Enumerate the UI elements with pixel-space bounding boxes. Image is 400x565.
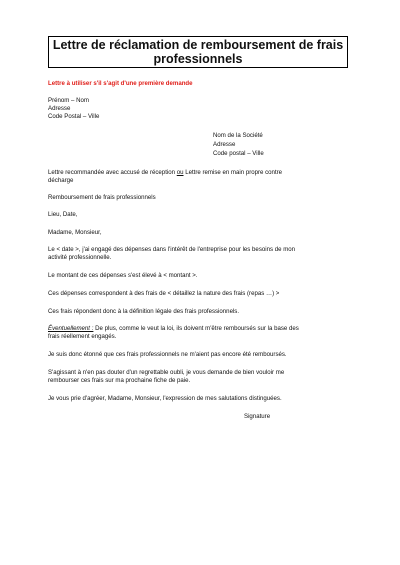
signature: Signature bbox=[244, 413, 271, 420]
document-title bbox=[48, 36, 348, 68]
delivery-or: ou bbox=[176, 169, 184, 176]
recipient-city: Code postal – Ville bbox=[213, 150, 264, 157]
recipient-address: Adresse bbox=[213, 141, 236, 148]
paragraph-5-text: De plus, comme le veut la loi, ils doivent m'être remboursés sur la base des bbox=[93, 325, 299, 332]
sender-city: Code Postal – Ville bbox=[48, 113, 100, 120]
usage-notice: Lettre à utiliser s'il s'agit d'une première demande bbox=[48, 80, 193, 87]
paragraph-5-emphasis: Éventuellement : bbox=[48, 325, 94, 332]
title-line-2: professionnels bbox=[153, 52, 243, 66]
delivery-method bbox=[48, 169, 282, 176]
paragraph-1-line-2: activité professionnelle. bbox=[48, 254, 112, 261]
delivery-text-2: Lettre remise en main propre contre bbox=[183, 169, 283, 176]
sender-address: Adresse bbox=[48, 105, 71, 112]
paragraph-4: Ces frais répondent donc à la définition légale des frais professionnels. bbox=[48, 308, 240, 315]
closing-formula: Je vous prie d'agréer, Madame, Monsieur, l'expression de mes salutations distinguées. bbox=[48, 395, 282, 402]
paragraph-7-line-2: rembourser ces frais sur ma prochaine fiche de paie. bbox=[48, 377, 191, 384]
paragraph-1-line-1: Le < date >, j'ai engagé des dépenses dans l'intérêt de l'entreprise pour les besoins de mon bbox=[48, 246, 296, 253]
salutation: Madame, Monsieur, bbox=[48, 229, 102, 236]
paragraph-3: Ces dépenses correspondent à des frais de < détaillez la nature des frais (repas …) > bbox=[48, 290, 280, 297]
title-line-1: Lettre de réclamation de remboursement de frais bbox=[52, 38, 344, 52]
paragraph-6: Je suis donc étonné que ces frais professionnels ne m'aient pas encore été remboursés. bbox=[48, 351, 287, 358]
paragraph-7-line-1: S'agissant à n'en pas douter d'un regrettable oubli, je vous demande de bien vouloir me bbox=[48, 369, 285, 376]
recipient-company: Nom de la Société bbox=[213, 132, 263, 139]
letter-subject: Remboursement de frais professionnels bbox=[48, 194, 156, 201]
sender-name: Prénom – Nom bbox=[48, 97, 89, 104]
paragraph-5-line-2: frais réellement engagés. bbox=[48, 333, 117, 340]
delivery-text-1: Lettre recommandée avec accusé de réception bbox=[48, 169, 177, 176]
paragraph-2: Le montant de ces dépenses s'est élevé à < montant >. bbox=[48, 272, 198, 279]
place-date: Lieu, Date, bbox=[48, 211, 78, 218]
paragraph-5-line-1 bbox=[48, 325, 299, 332]
delivery-method-line-2: décharge bbox=[48, 177, 74, 184]
